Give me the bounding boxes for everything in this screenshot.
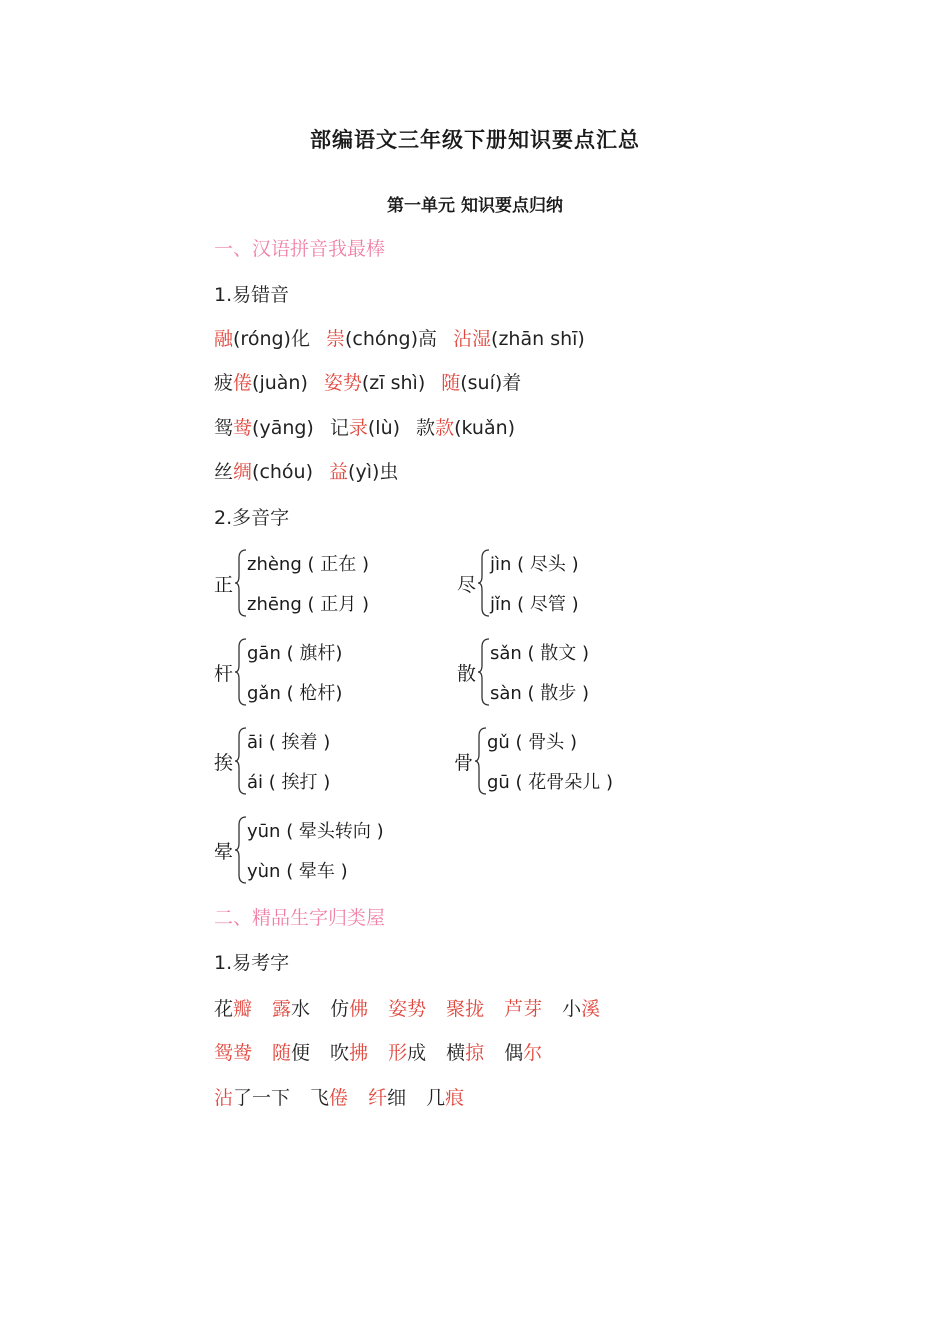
reading-a: jìn ( 尽头 ) <box>490 554 579 575</box>
vocab-word <box>214 1083 290 1110</box>
pinyin-note: (róng)化 <box>233 328 310 350</box>
highlighted-char: 鸯 <box>233 417 253 439</box>
pinyin-note: (suí)着 <box>460 372 522 394</box>
vocab-word <box>388 994 426 1021</box>
pinyin-note: (juàn) <box>252 372 308 394</box>
highlighted-char: 款 <box>435 417 455 439</box>
pinyin-note: (kuǎn) <box>454 417 516 439</box>
curly-brace-icon <box>234 726 248 796</box>
highlighted-char: 益 <box>329 461 349 483</box>
polyphonic-char: 挨 <box>214 752 234 774</box>
highlighted-char: 随 <box>272 1042 292 1064</box>
polyphonic-char: 正 <box>214 574 234 596</box>
vocab-row <box>214 1083 484 1110</box>
highlighted-char: 瓣 <box>233 998 253 1020</box>
vocab-word <box>214 1038 252 1065</box>
pinyin-note: (yāng) <box>252 417 314 439</box>
highlighted-char: 拂 <box>349 1042 369 1064</box>
vocab-word <box>504 1038 542 1065</box>
pinyin-word <box>324 368 425 395</box>
curly-brace-icon <box>234 637 248 707</box>
highlighted-char: 沾湿 <box>453 328 492 350</box>
vocab-word <box>330 994 368 1021</box>
pinyin-row <box>214 368 537 395</box>
curly-brace-icon <box>234 548 248 618</box>
curly-brace-icon <box>477 637 491 707</box>
plain-char: 几 <box>426 1087 446 1109</box>
highlighted-char: 尔 <box>523 1042 543 1064</box>
polyphonic-entry <box>214 637 414 707</box>
pinyin-note: (chóng)高 <box>344 328 438 350</box>
reading-b: yùn ( 晕车 ) <box>247 861 348 882</box>
reading-b: gǎn ( 枪杆) <box>247 683 343 704</box>
plain-char: 成 <box>407 1042 427 1064</box>
highlighted-char: 倦 <box>329 1087 349 1109</box>
highlighted-char: 融 <box>214 328 234 350</box>
polyphonic-entry <box>214 726 414 796</box>
curly-brace-icon <box>234 815 248 885</box>
polyphonic-entry <box>454 726 654 796</box>
vocab-row <box>214 994 620 1021</box>
vocab-word <box>446 1038 484 1065</box>
reading-a: gǔ ( 骨头 ) <box>487 732 578 753</box>
pinyin-word <box>329 457 398 484</box>
pinyin-row <box>214 413 531 440</box>
pinyin-note: (zī shì) <box>361 372 426 394</box>
highlighted-char: 掠 <box>465 1042 485 1064</box>
reading-b: sàn ( 散步 ) <box>490 683 590 704</box>
reading-b: gū ( 花骨朵儿 ) <box>487 772 614 793</box>
reading-a: yūn ( 晕头转向 ) <box>247 821 384 842</box>
plain-char: 吹 <box>330 1042 350 1064</box>
plain-char: 小 <box>562 998 582 1020</box>
highlighted-char: 姿势 <box>323 372 362 394</box>
curly-brace-icon <box>474 726 488 796</box>
polyphonic-entry <box>457 548 657 618</box>
vocab-word <box>562 994 600 1021</box>
pinyin-word <box>214 413 314 440</box>
vocab-word <box>368 1083 406 1110</box>
plain-char: 鸳 <box>214 417 234 439</box>
pinyin-word <box>326 324 437 351</box>
pinyin-word <box>330 413 400 440</box>
pinyin-row <box>214 324 601 351</box>
highlighted-char: 鸳鸯 <box>214 1042 253 1064</box>
plain-char: 款 <box>416 417 436 439</box>
section-heading-characters: 二、精品生字归类屋 <box>214 907 386 929</box>
vocab-word <box>214 994 252 1021</box>
plain-char: 花 <box>214 998 234 1020</box>
subheading-error-prone: 1.易错音 <box>214 284 290 306</box>
unit-subtitle: 第一单元 知识要点归纳 <box>387 196 563 216</box>
vocab-word <box>426 1083 464 1110</box>
pinyin-word <box>441 368 521 395</box>
subheading-common-test: 1.易考字 <box>214 952 290 974</box>
polyphonic-entry <box>214 548 414 618</box>
vocab-word <box>504 994 542 1021</box>
reading-a: sǎn ( 散文 ) <box>490 643 590 664</box>
plain-char: 水 <box>291 998 311 1020</box>
vocab-word <box>446 994 484 1021</box>
plain-char: 便 <box>291 1042 311 1064</box>
reading-a: gān ( 旗杆) <box>247 643 343 664</box>
pinyin-note: (chóu) <box>252 461 314 483</box>
subheading-polyphonic: 2.多音字 <box>214 507 290 529</box>
highlighted-char: 姿势 <box>388 998 427 1020</box>
highlighted-char: 形 <box>388 1042 408 1064</box>
highlighted-char: 随 <box>441 372 461 394</box>
document-title: 部编语文三年级下册知识要点汇总 <box>310 127 640 152</box>
section-heading-pinyin: 一、汉语拼音我最棒 <box>214 238 386 260</box>
plain-char: 了一下 <box>233 1087 291 1109</box>
reading-a: āi ( 挨着 ) <box>247 732 331 753</box>
highlighted-char: 崇 <box>325 328 345 350</box>
highlighted-char: 纤 <box>368 1087 388 1109</box>
polyphonic-char: 尽 <box>457 574 477 596</box>
plain-char: 细 <box>387 1087 407 1109</box>
pinyin-word <box>214 457 313 484</box>
polyphonic-char: 散 <box>457 663 477 685</box>
reading-b: jǐn ( 尽管 ) <box>490 594 579 615</box>
highlighted-char: 痕 <box>445 1087 465 1109</box>
vocab-word <box>388 1038 426 1065</box>
polyphonic-char: 晕 <box>214 841 234 863</box>
polyphonic-char: 杆 <box>214 663 234 685</box>
vocab-word <box>272 994 310 1021</box>
polyphonic-entry <box>457 637 657 707</box>
plain-char: 偶 <box>504 1042 524 1064</box>
reading-b: zhēng ( 正月 ) <box>247 594 369 615</box>
reading-a: zhèng ( 正在 ) <box>247 554 369 575</box>
curly-brace-icon <box>477 548 491 618</box>
vocab-word <box>272 1038 310 1065</box>
pinyin-word <box>214 368 308 395</box>
plain-char: 记 <box>329 417 349 439</box>
highlighted-char: 芦芽 <box>504 998 543 1020</box>
pinyin-note: (lù) <box>367 417 401 439</box>
pinyin-note: (yì)虫 <box>348 461 399 483</box>
highlighted-char: 录 <box>348 417 368 439</box>
plain-char: 疲 <box>214 372 234 394</box>
polyphonic-char: 骨 <box>454 752 474 774</box>
highlighted-char: 聚拢 <box>446 998 485 1020</box>
pinyin-row <box>214 457 414 484</box>
highlighted-char: 沾 <box>214 1087 234 1109</box>
plain-char: 横 <box>446 1042 466 1064</box>
pinyin-word <box>416 413 515 440</box>
pinyin-note: (zhān shī) <box>491 328 585 350</box>
pinyin-word <box>453 324 585 351</box>
plain-char: 仿 <box>330 998 350 1020</box>
highlighted-char: 佛 <box>349 998 369 1020</box>
highlighted-char: 绸 <box>233 461 253 483</box>
pinyin-word <box>214 324 310 351</box>
plain-char: 飞 <box>310 1087 330 1109</box>
polyphonic-entry <box>214 815 414 885</box>
vocab-word <box>310 1083 348 1110</box>
vocab-row <box>214 1038 562 1065</box>
highlighted-char: 溪 <box>581 998 601 1020</box>
vocab-word <box>330 1038 368 1065</box>
reading-b: ái ( 挨打 ) <box>247 772 331 793</box>
highlighted-char: 倦 <box>233 372 253 394</box>
highlighted-char: 露 <box>272 998 292 1020</box>
plain-char: 丝 <box>214 461 234 483</box>
